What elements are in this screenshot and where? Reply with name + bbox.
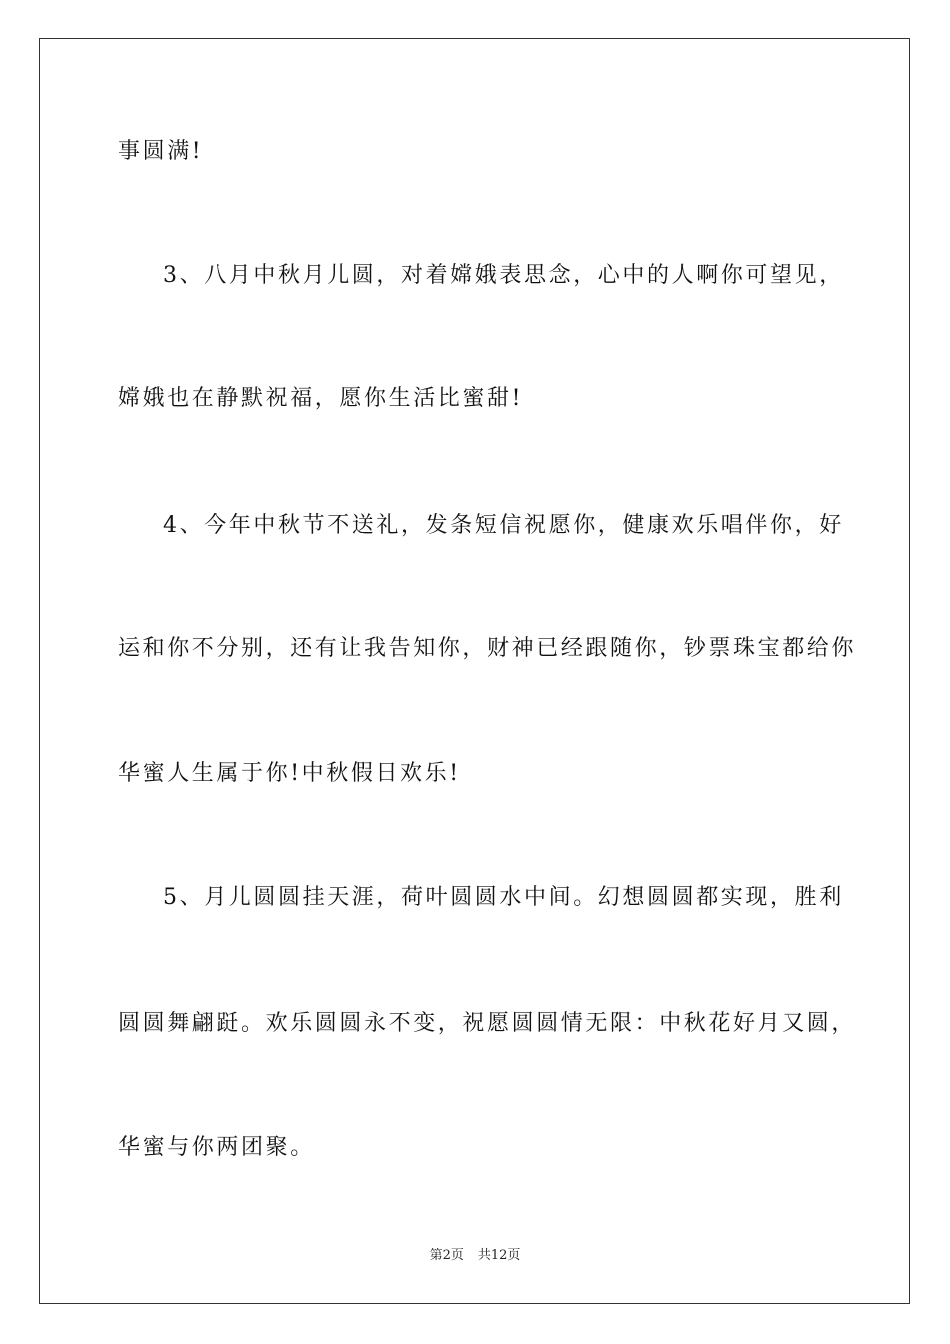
paragraph-3-line-1: 3、八月中秋月儿圆，对着嫦娥表思念，心中的人啊你可望见， <box>163 263 844 288</box>
page-number: 第2页 <box>429 1248 464 1263</box>
paragraph-5-line-3: 华蜜与你两团聚。 <box>118 1135 315 1160</box>
page-frame <box>39 38 910 1304</box>
page-footer <box>0 1247 950 1265</box>
text-line: 事圆满! <box>118 139 204 164</box>
paragraph-4-line-1: 4、今年中秋节不送礼，发条短信祝愿你，健康欢乐唱伴你，好 <box>163 513 844 538</box>
paragraph-3-line-2: 嫦娥也在静默祝福，愿你生活比蜜甜! <box>118 386 524 411</box>
paragraph-4-line-3: 华蜜人生属于你!中秋假日欢乐! <box>118 761 461 786</box>
page-total: 共12页 <box>477 1248 521 1263</box>
paragraph-5-line-1: 5、月儿圆圆挂天涯，荷叶圆圆水中间。幻想圆圆都实现，胜利 <box>163 885 844 910</box>
paragraph-4-line-2: 运和你不分别，还有让我告知你，财神已经跟随你，钞票珠宝都给你 <box>118 636 857 661</box>
paragraph-5-line-2: 圆圆舞翩跹。欢乐圆圆永不变，祝愿圆圆情无限：中秋花好月又圆， <box>118 1011 857 1036</box>
